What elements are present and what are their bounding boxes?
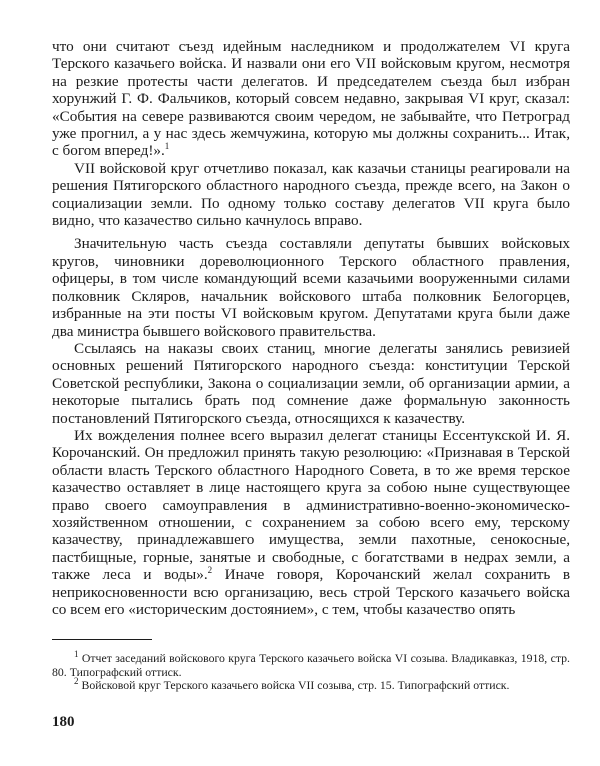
- footnote-2-text: Войсковой круг Терского казачьего войска VII созыва, стр. 15. Типографский оттиск.: [78, 678, 510, 693]
- paragraph-3: Значительную часть съезда составляли депутаты бывших войсковых кругов, чиновники дореволюционного Терского областного правления, офицеры, в том числе командующий всеми казачьими вооруженными силами полковник Скляров, начальник войскового штаба полковник Белогорцев, избранные на эти посты VI войсковым кругом. Депутатами круга были даже два министра бывшего войскового правительства.: [52, 235, 570, 340]
- paragraph-5-text-before: Их вожделения полнее всего выразил делегат станицы Ессентукской И. Я. Корочанский. Он предложил принять такую резолюцию: «Признавая в Терской области власть Терского областного Народного Совета, в то же время терское казачество оставляет в лице настоящего круга за собою ныне существующее право своего самоуправления в административно-военно-экономическо-хозяйственном отношении, с сохранением за собою всего ему, терскому казачеству, принадлежавшего имущества, земли пахотные, сенокосные, пастбищные, горные, занятые и свободные, с богатствами в недрах земли, а также леса и воды».: [52, 426, 570, 584]
- footnote-ref-2: 2: [207, 565, 213, 576]
- footnotes: [52, 649, 570, 693]
- paragraph-5-text-after: Иначе говоря, Корочанский желал сохранить в неприкосновенности всю организацию, весь строй Терского казачьего войска со всем его «историческим достоянием», с тем, чтобы казачество опять: [52, 566, 570, 618]
- footnote-2-mark: 2: [74, 676, 79, 687]
- paragraph-5: [52, 427, 570, 618]
- paragraph-4: Ссылаясь на наказы своих станиц, многие делегаты занялись ревизией основных решений Пятигорского народного съезда: конституции Терской Советской республики, Закона о социализации земли, об организации армии, а некоторые пытались брать под сомнение даже формальную законность постановлений Пятигорского съезда, относящихся к казачеству.: [52, 339, 570, 427]
- footnote-1-mark: 1: [74, 649, 79, 660]
- main-text: [52, 38, 570, 618]
- page-number: 180: [52, 714, 75, 730]
- footnote-2: [52, 676, 570, 693]
- paragraph-1: [52, 38, 570, 160]
- footnote-1: [52, 649, 570, 679]
- paragraph-2: VII войсковой круг отчетливо показал, как казачьи станицы реагировали на решения Пятигорского областного народного съезда, прежде всего, на Закон о социализации земли. По одному только составу делегатов VII круга было видно, что казачество сильно качнулось вправо.: [52, 159, 570, 230]
- footnote-1-text: Отчет заседаний войскового круга Терского казачьего войска VI созыва. Владикавказ, 1918, стр. 80. Типографский оттиск.: [52, 651, 570, 679]
- paragraph-1-text: что они считают съезд идейным наследником и продолжателем VI круга Терского казачьего войска. И назвали они его VII войсковым кругом, несмотря на резкие протесты части делегатов. И председателем съезда был избран хорунжий Г. Ф. Фальчиков, который совсем недавно, закрывая VI круг, сказал: «События на севере развиваются своим чередом, не забывайте, что Петроград уже прогнил, а у нас здесь жемчужина, которую мы должны сохранить... Итак, с богом вперед!».: [52, 38, 570, 160]
- footnote-ref-1: 1: [164, 141, 170, 152]
- footnote-separator: [52, 639, 152, 640]
